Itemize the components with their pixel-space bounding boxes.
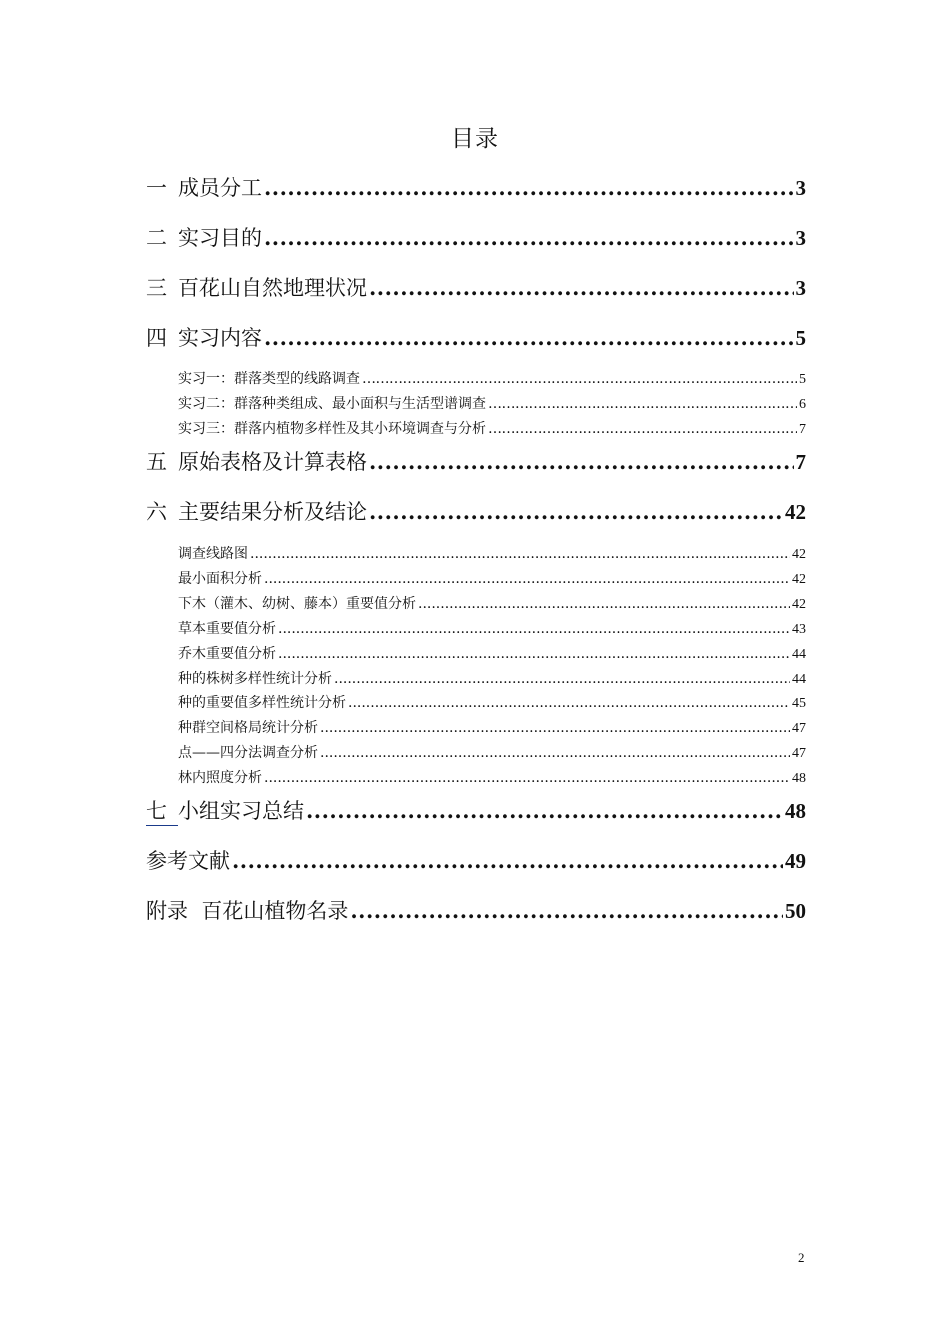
leader-dots bbox=[264, 325, 794, 350]
toc-entry-label: 主要结果分析及结论 bbox=[178, 500, 367, 524]
toc-entry-label: 小组实习总结 bbox=[178, 799, 304, 823]
toc-entry-label: 成员分工 bbox=[178, 176, 262, 200]
toc-subentry[interactable] bbox=[178, 668, 806, 688]
toc-entry-label: 下木（灌木、幼树、藤本）重要值分析 bbox=[178, 596, 416, 612]
cursor-underline bbox=[146, 825, 178, 826]
leader-dots bbox=[369, 449, 794, 474]
toc-entry-references[interactable] bbox=[146, 845, 806, 875]
toc-entry-page: 47 bbox=[792, 746, 806, 761]
leader-dots bbox=[362, 371, 797, 387]
leader-dots bbox=[264, 770, 790, 786]
leader-dots bbox=[306, 798, 783, 823]
toc-entry-number: 三 bbox=[146, 276, 167, 300]
toc-entry-page: 3 bbox=[795, 176, 806, 200]
leader-dots bbox=[278, 621, 790, 637]
toc-entry-label: 种的株树多样性统计分析 bbox=[178, 671, 332, 687]
toc-entry-page: 3 bbox=[795, 226, 806, 250]
toc-entry-label: 参考文献 bbox=[146, 849, 230, 873]
leader-dots bbox=[350, 898, 783, 923]
toc-subentry[interactable] bbox=[178, 717, 806, 737]
toc-entry-page: 5 bbox=[799, 372, 806, 387]
toc-subentry[interactable] bbox=[178, 393, 806, 413]
toc-entry-number: 四 bbox=[146, 326, 167, 350]
leader-dots bbox=[334, 671, 790, 687]
toc-entry-page: 43 bbox=[792, 622, 806, 637]
toc-entry-page: 45 bbox=[792, 696, 806, 711]
toc-subentry[interactable] bbox=[178, 593, 806, 613]
toc-entry-page: 47 bbox=[792, 721, 806, 736]
leader-dots bbox=[348, 695, 790, 711]
toc-entry-label: 原始表格及计算表格 bbox=[178, 450, 367, 474]
toc-subentry[interactable] bbox=[178, 618, 806, 638]
toc-entry-7[interactable] bbox=[146, 795, 806, 825]
toc-subentry[interactable] bbox=[178, 368, 806, 388]
toc-entry-5[interactable] bbox=[146, 446, 806, 476]
leader-dots bbox=[320, 720, 790, 736]
toc-entry-page: 42 bbox=[792, 572, 806, 587]
toc-entry-label: 林内照度分析 bbox=[178, 770, 262, 786]
toc-entry-label: 种的重要值多样性统计分析 bbox=[178, 695, 346, 711]
leader-dots bbox=[264, 225, 794, 250]
toc-subentry[interactable] bbox=[178, 742, 806, 762]
leader-dots bbox=[320, 745, 790, 761]
toc-entry-1[interactable] bbox=[146, 172, 806, 202]
toc-subentry[interactable] bbox=[178, 643, 806, 663]
toc-entry-page: 7 bbox=[795, 450, 806, 474]
toc-subentry[interactable] bbox=[178, 543, 806, 563]
toc-entry-3[interactable] bbox=[146, 272, 806, 302]
toc-entry-page: 49 bbox=[785, 849, 806, 873]
toc-entry-label: 调查线路图 bbox=[178, 546, 248, 562]
toc-entry-2[interactable] bbox=[146, 222, 806, 252]
toc-entry-page: 5 bbox=[795, 326, 806, 350]
toc-entry-page: 48 bbox=[792, 771, 806, 786]
toc-entry-appendix[interactable] bbox=[146, 895, 806, 925]
toc-entry-page: 48 bbox=[785, 799, 806, 823]
toc-entry-page: 42 bbox=[792, 597, 806, 612]
toc-entry-6[interactable] bbox=[146, 496, 806, 526]
toc-subentry[interactable] bbox=[178, 692, 806, 712]
toc-subentry[interactable] bbox=[178, 568, 806, 588]
toc-entry-page: 44 bbox=[792, 672, 806, 687]
toc-entry-page: 6 bbox=[799, 397, 806, 412]
toc-entry-label: 种群空间格局统计分析 bbox=[178, 720, 318, 736]
leader-dots bbox=[488, 421, 797, 437]
toc-entry-label: 附录 百花山植物名录 bbox=[146, 899, 349, 923]
toc-title: 目录 bbox=[451, 126, 499, 152]
leader-dots bbox=[278, 646, 790, 662]
toc-entry-label: 实习目的 bbox=[178, 226, 262, 250]
toc-entry-label: 实习一：群落类型的线路调查 bbox=[178, 371, 360, 387]
toc-entry-label: 点——四分法调查分析 bbox=[178, 745, 318, 761]
page-number: 2 bbox=[798, 1250, 805, 1265]
toc-entry-page: 50 bbox=[785, 899, 806, 923]
toc-entry-label: 草本重要值分析 bbox=[178, 621, 276, 637]
leader-dots bbox=[488, 396, 797, 412]
toc-entry-label: 实习内容 bbox=[178, 326, 262, 350]
toc-entry-page: 42 bbox=[792, 547, 806, 562]
toc-entry-label: 实习三：群落内植物多样性及其小环境调查与分析 bbox=[178, 421, 486, 437]
toc-entry-label: 乔木重要值分析 bbox=[178, 646, 276, 662]
toc-entry-page: 7 bbox=[799, 422, 806, 437]
leader-dots bbox=[264, 175, 794, 200]
toc-entry-number: 一 bbox=[146, 176, 167, 200]
toc-subentry[interactable] bbox=[178, 418, 806, 438]
toc-entry-number: 七 bbox=[146, 799, 167, 823]
toc-entry-page: 42 bbox=[785, 500, 806, 524]
toc-entry-page: 44 bbox=[792, 647, 806, 662]
toc-entry-number: 二 bbox=[146, 226, 167, 250]
toc-entry-4[interactable] bbox=[146, 322, 806, 352]
leader-dots bbox=[418, 596, 790, 612]
toc-entry-label: 实习二：群落种类组成、最小面积与生活型谱调查 bbox=[178, 396, 486, 412]
toc-entry-label: 最小面积分析 bbox=[178, 571, 262, 587]
toc-entry-label: 百花山自然地理状况 bbox=[178, 276, 367, 300]
leader-dots bbox=[369, 275, 794, 300]
toc-entry-number: 五 bbox=[146, 450, 167, 474]
leader-dots bbox=[250, 546, 790, 562]
toc-entry-page: 3 bbox=[795, 276, 806, 300]
toc-entry-number: 六 bbox=[146, 500, 167, 524]
leader-dots bbox=[232, 848, 783, 873]
toc-subentry[interactable] bbox=[178, 767, 806, 787]
leader-dots bbox=[369, 499, 783, 524]
leader-dots bbox=[264, 571, 790, 587]
